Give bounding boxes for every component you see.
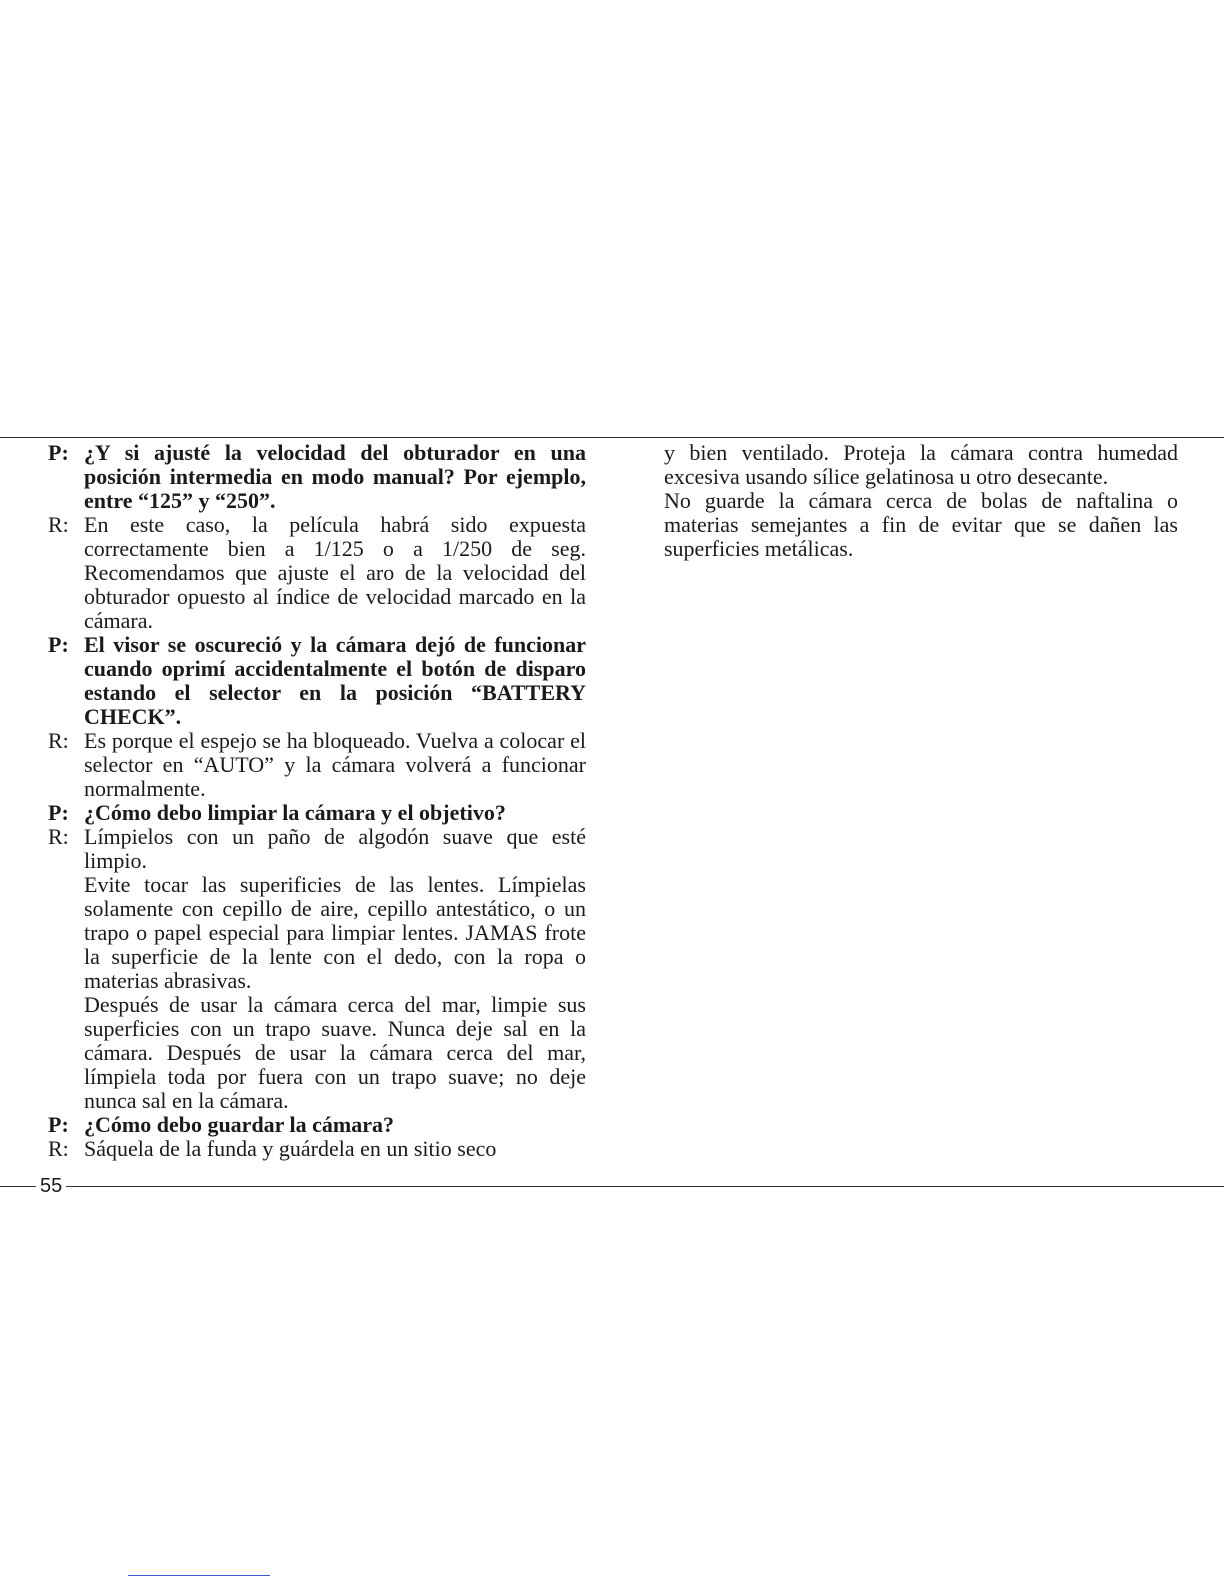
question-tag: P: (48, 1112, 69, 1137)
left-column (48, 441, 586, 1161)
answer-3 (48, 825, 586, 873)
question-text: ¿Y si ajusté la velocidad del obturador en una posición intermedia en modo manual? Por ejemplo, entre “125” y “250”. (84, 440, 586, 513)
question-1 (48, 441, 586, 513)
question-tag: P: (48, 632, 69, 657)
right-paragraph-1: y bien ventilado. Proteja la cámara contra humedad excesiva usando sílice gelatinosa u otro desecante. (664, 440, 1178, 489)
question-text: ¿Cómo debo guardar la cámara? (84, 1112, 395, 1137)
question-2 (48, 633, 586, 729)
answer-tag: R: (48, 512, 69, 537)
answer-tag: R: (48, 728, 69, 753)
answer-tag: R: (48, 824, 69, 849)
bottom-rule (66, 1186, 1224, 1187)
answer-text: En este caso, la película habrá sido expuesta correctamente bien a 1/125 o a 1/250 de seg. Recomendamos que ajuste el aro de la velocidad del obturador opuesto al índice de velocidad marcado en la cámara. (84, 512, 586, 633)
right-column (664, 441, 1178, 561)
answer-text: Límpielos con un paño de algodón suave que esté limpio. (84, 824, 586, 873)
answer-4 (48, 1137, 586, 1161)
answer-1 (48, 513, 586, 633)
question-3 (48, 801, 586, 825)
footer-blue-line (128, 1575, 270, 1576)
answer-3-paragraph-3: Después de usar la cámara cerca del mar, limpie sus superficies con un trapo suave. Nunca deje sal en la cámara. Después de usar la cámara cerca del mar, límpiela toda por fuera con un trapo suave; no deje nunca sal en la cámara. (84, 992, 586, 1113)
top-rule (0, 437, 1224, 438)
answer-2 (48, 729, 586, 801)
question-tag: P: (48, 800, 69, 825)
answer-tag: R: (48, 1136, 69, 1161)
question-tag: P: (48, 440, 69, 465)
question-4 (48, 1113, 586, 1137)
answer-text: Es porque el espejo se ha bloqueado. Vuelva a colocar el selector en “AUTO” y la cámara volverá a funcionar normalmente. (84, 728, 586, 801)
answer-text: Sáquela de la funda y guárdela en un sitio seco (84, 1136, 497, 1161)
right-paragraph-2: No guarde la cámara cerca de bolas de naftalina o materias semejantes a fin de evitar que se dañen las superficies metálicas. (664, 488, 1178, 561)
page-number: 55 (40, 1175, 63, 1197)
question-text: El visor se oscureció y la cámara dejó de funcionar cuando oprimí accidentalmente el botón de disparo estando el selector en la posición “BATTERY CHECK”. (84, 632, 586, 729)
question-text: ¿Cómo debo limpiar la cámara y el objetivo? (84, 800, 506, 825)
answer-3-paragraph-2: Evite tocar las superificies de las lentes. Límpielas solamente con cepillo de aire, cepillo antestático, o un trapo o papel especial para limpiar lentes. JAMAS frote la superficie de la lente con el dedo, con la ropa o materias abrasivas. (84, 872, 586, 993)
bottom-rule-left (0, 1186, 36, 1187)
